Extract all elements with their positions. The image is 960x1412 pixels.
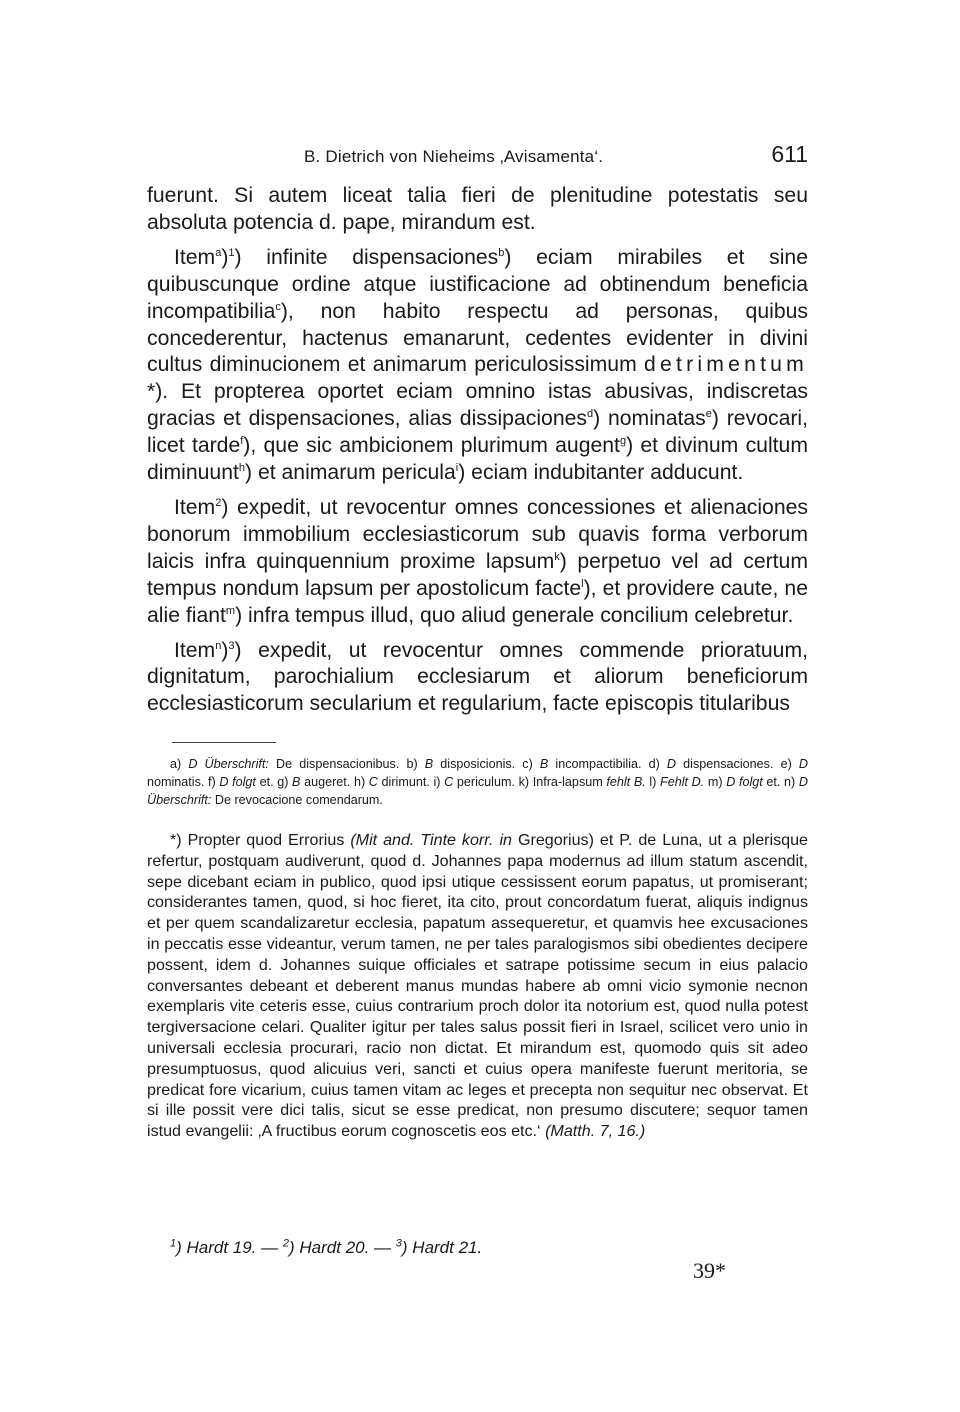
source-marker: 1 [228, 246, 235, 259]
source-references: $^1$) Hardt 19. — $^2$) Hardt 20. — $^3$) Hardt 21. [170, 1237, 483, 1257]
footnote-marker: m [225, 604, 236, 617]
footnote-marker: c [275, 300, 281, 313]
page-number: 611 [771, 141, 808, 167]
apparatus-notes: a) D Überschrift: De dispensacionibus. b) B disposicionis. c) B incompactibilia. d) D dispensaciones. e) D nominatis. f) D folgt et. g) B augeret. h) C dirimunt. i) C periculum. k) Infra-lapsum fehlt B. l) Fehlt D. m) D folgt et. n) D Überschrift: De revocacione comendarum. [147, 757, 808, 807]
asterisk-footnote-text: *) Propter quod Errorius (Mit and. Tinte korr. in Gregorius) et P. de Luna, ut a plerisque refertur, postquam audiverunt, quod d. Johannes papa modernus ad illum statum ascendit, sepe dicebant eciam in publico, quod ipsi utique cessissent eorum papatus, ut promiserant; considerantes tamen, quod, si hoc fieret, ita cito, prout concordatum fuerat, aliquis indignus et per quem scandalizaretur ecclesia, papatum assequeretur, et quamvis hee excusaciones in peccatis esse videantur, verum tamen, ne per tales paralogismos sibi obedientes decipere possent, idem d. Johannes suique officiales et satrape potissime secum in eius palacio conversantes debeant et deberent manus mundas habere ab omni vicio symonie necnon exemplaris vite ceteris esse, cuius contrarium proch dolor ita notorium est, quod nulla potest tergiversacione celari. Qualiter igitur per tales salus possit fieri in Israel, scilicet vero unio in universali ecclesia procurari, racio non dictat. Et mirandum est, quomodo quis sit adeo presumptuosus, quod alicuius veri, sancti et cuius opera manifeste fuerunt meritoria, se predicat fore vicarium, cuius tamen vitam ac leges et precepta non sequitur nec observat. Et si ille possit vere dici talis, sicut se esse predicat, non presumo discutere; sequor tamen istud evangelii: ‚A fructibus eorum cognoscetis eos etc.‘ (Matth. 7, 16.) [147, 831, 808, 1141]
footnote-marker: d [586, 408, 594, 421]
footnote-marker: a [215, 246, 222, 259]
footnote-divider [172, 742, 276, 743]
footnote-marker: f [240, 435, 244, 448]
critical-apparatus [147, 756, 808, 809]
paragraph-item-3: Item$^n$)$^3$) expedit, ut revocentur omnes commende prioratuum, dignitatum, parochialium ecclesiarum et aliorum beneficiorum ecclesiasticorum secularium et regularium, facte episcopis titularibus [147, 638, 808, 716]
paragraph-continuation: fuerunt. Si autem liceat talia fieri de plenitudine potestatis seu absoluta potencia d. pape, mirandum est. [147, 184, 808, 234]
footnote-marker: h [238, 462, 245, 474]
asterisk-footnote [147, 830, 808, 1142]
signature-mark: 39* [693, 1258, 726, 1283]
paragraph-item-1: Item$^a$)$^1$) infinite dispensaciones$^b$) eciam mirabiles et sine quibuscunque ordine atque iustificacione ad obtinendum beneficia incompatibilia$^c$), non habito respectu ad personas, quibus concederentur, hactenus emanarunt, cedentes evidenter in divini cultus diminucionem et animarum periculosissimum detrimentum *). Et propterea oportet eciam omnino istas abusivas, indiscretas gracias et dispensaciones, alias dissipaciones$^d$) nominatas$^e$) revocari, licet tarde$^f$), que sic ambicionem plurimum augent$^g$) et divinum cultum diminuunt$^h$) et animarum pericula$^i$) eciam indubitanter adducunt. [147, 245, 808, 485]
footnote-marker: e [705, 408, 712, 421]
paragraph-item-2: Item$^2$) expedit, ut revocentur omnes concessiones et alienaciones bonorum immobilium ecclesiasticorum sub quavis forma verborum laicis infra quinquennium proxime lapsum$^k$) perpetuo vel ad certum tempus nondum lapsum per apostolicum facte$^l$), et providere caute, ne alie fiant$^m$) infra tempus illud, quo aliud generale concilium celebretur. [147, 495, 808, 627]
running-head: B. Dietrich von Nieheims ‚Avisamenta‘. [304, 147, 604, 166]
footnote-marker: b [498, 246, 505, 259]
main-text [147, 183, 808, 718]
source-marker: 2 [215, 496, 222, 509]
footnote-marker: l [581, 577, 584, 590]
source-marker: 3 [228, 639, 235, 652]
footnote-marker: g [619, 435, 627, 448]
spaced-word: detrimentum [644, 353, 808, 377]
footnote-marker: n [215, 639, 222, 652]
footnote-marker: i [455, 462, 459, 474]
footnote-marker: k [554, 550, 560, 563]
page-header [147, 141, 808, 171]
